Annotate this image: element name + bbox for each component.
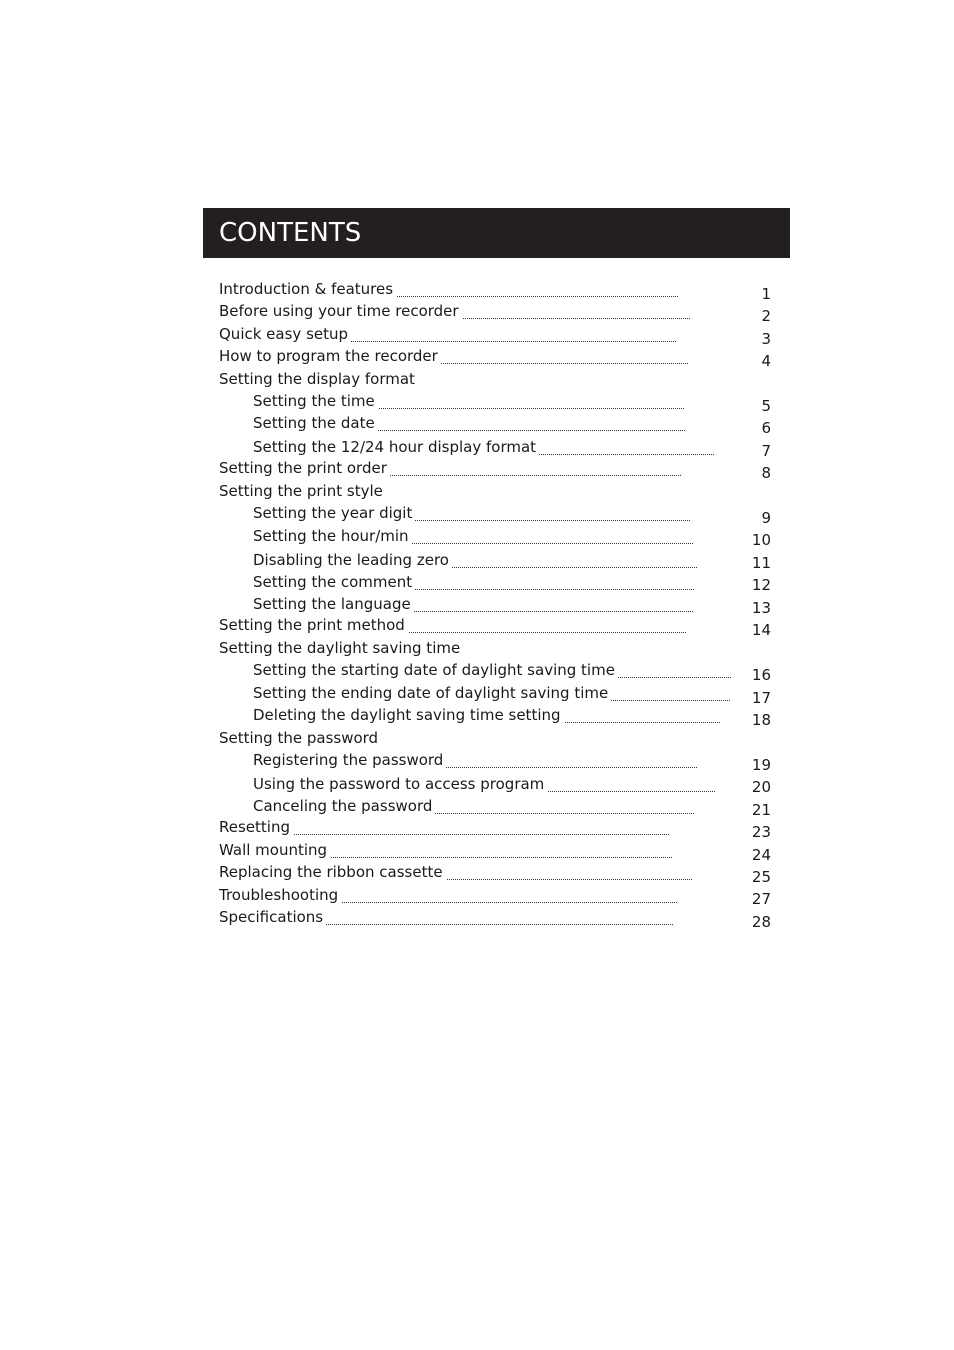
toc-entry[interactable]: [219, 369, 740, 391]
toc-page-number: 27: [751, 890, 771, 908]
toc-entry[interactable]: [219, 638, 740, 660]
toc-page-number: 10: [751, 531, 771, 549]
toc-entry-title: Registering the password: [253, 750, 446, 770]
toc-page-number: 4: [761, 352, 771, 370]
toc-subentry[interactable]: [253, 413, 685, 435]
toc-page-number: 28: [751, 913, 771, 931]
toc-subentry[interactable]: [253, 526, 693, 548]
toc-entry-title: Setting the starting date of daylight saving time: [253, 660, 618, 680]
toc-page-number: 3: [761, 330, 771, 348]
toc-subentry[interactable]: [253, 683, 730, 705]
toc-entry-title: Setting the year digit: [253, 503, 415, 523]
toc-entry[interactable]: [219, 481, 740, 503]
toc-entry-title: Setting the language: [253, 594, 414, 614]
toc-entry-title: Before using your time recorder: [219, 301, 462, 321]
toc-subentry[interactable]: [253, 391, 684, 413]
toc-entry-title: Setting the password: [219, 728, 381, 748]
toc-entry[interactable]: [219, 907, 673, 929]
toc-page-number: 18: [751, 711, 771, 729]
toc-subentry[interactable]: [253, 660, 731, 682]
toc-page-number: 6: [761, 419, 771, 437]
toc-entry-title: How to program the recorder: [219, 346, 441, 366]
toc-subentry[interactable]: [253, 705, 720, 727]
toc-page-number: 11: [751, 554, 771, 572]
toc-page-number: 8: [761, 464, 771, 482]
toc-entry[interactable]: [219, 885, 677, 907]
toc-subentry[interactable]: [253, 774, 715, 796]
toc-entry-title: Deleting the daylight saving time setting: [253, 705, 564, 725]
toc-page-number: 17: [751, 689, 771, 707]
toc-entry-title: Setting the 12/24 hour display format: [253, 437, 539, 457]
toc-entry-title: Setting the display format: [219, 369, 418, 389]
toc-page-number: 14: [751, 621, 771, 639]
page-title: CONTENTS: [219, 218, 362, 248]
toc-entry-title: Setting the time: [253, 391, 378, 411]
toc-subentry[interactable]: [253, 750, 697, 772]
toc-page-number: 23: [751, 823, 771, 841]
toc-entry-title: Troubleshooting: [219, 885, 341, 905]
toc-entry[interactable]: [219, 279, 678, 301]
toc-subentry[interactable]: [253, 572, 694, 594]
toc-page-number: 21: [751, 801, 771, 819]
toc-page-number: 2: [761, 307, 771, 325]
toc-subentry[interactable]: [253, 594, 693, 616]
toc-entry-title: Wall mounting: [219, 840, 330, 860]
toc-entry-title: Setting the print method: [219, 615, 408, 635]
toc-entry[interactable]: [219, 458, 681, 480]
toc-subentry[interactable]: [253, 796, 694, 818]
toc-page-number: 9: [761, 509, 771, 527]
toc-entry-title: Resetting: [219, 817, 293, 837]
toc-entry[interactable]: [219, 346, 688, 368]
toc-entry-title: Setting the print style: [219, 481, 386, 501]
toc-entry-title: Setting the date: [253, 413, 378, 433]
toc-entry-title: Setting the daylight saving time: [219, 638, 463, 658]
toc-subentry[interactable]: [253, 503, 690, 525]
toc-page-number: 5: [761, 397, 771, 415]
toc-page-number: 19: [751, 756, 771, 774]
toc-subentry[interactable]: [253, 437, 714, 459]
toc-page-number: 24: [751, 846, 771, 864]
toc-page-number: 12: [751, 576, 771, 594]
toc-entry-title: Setting the comment: [253, 572, 415, 592]
toc-entry[interactable]: [219, 728, 740, 750]
toc-entry-title: Quick easy setup: [219, 324, 351, 344]
toc-page-number: 25: [751, 868, 771, 886]
toc-entry[interactable]: [219, 615, 686, 637]
toc-entry[interactable]: [219, 840, 672, 862]
toc-page-number: 13: [751, 599, 771, 617]
toc-entry[interactable]: [219, 301, 690, 323]
toc-page-number: 1: [761, 285, 771, 303]
toc-page-number: 20: [751, 778, 771, 796]
toc-entry-title: Using the password to access program: [253, 774, 547, 794]
toc-page-number: 7: [761, 442, 771, 460]
toc-entry-title: Specifications: [219, 907, 326, 927]
toc-entry-title: Disabling the leading zero: [253, 550, 452, 570]
toc-entry[interactable]: [219, 324, 676, 346]
toc-entry-title: Setting the ending date of daylight saving time: [253, 683, 611, 703]
toc-entry-title: Setting the hour/min: [253, 526, 412, 546]
toc-entry[interactable]: [219, 817, 669, 839]
toc-entry-title: Canceling the password: [253, 796, 435, 816]
toc-entry-title: Replacing the ribbon cassette: [219, 862, 446, 882]
toc-entry[interactable]: [219, 862, 692, 884]
toc-page-number: 16: [751, 666, 771, 684]
toc-entry-title: Setting the print order: [219, 458, 390, 478]
toc-entry-title: Introduction & features: [219, 279, 396, 299]
toc-subentry[interactable]: [253, 550, 697, 572]
